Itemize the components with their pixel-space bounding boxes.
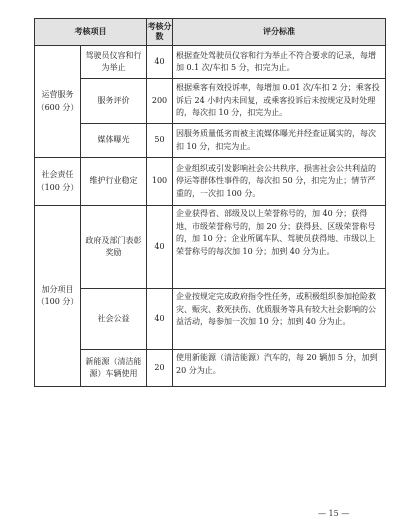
standard-cell: 企业按规定完成政府指令性任务，或积极组织参加抢险救灾、赈灾、救死扶伤、优质服务等具有较大社会影响的公益活动，每参加一次加 10 分；加到 40 分为止。 <box>173 289 386 350</box>
standard-cell: 因服务质量低劣而被主流媒体曝光并经查证属实的，每次扣 10 分，扣完为止。 <box>173 124 386 158</box>
standard-cell: 根据查处驾驶员仪容和行为举止不符合要求的记录，每增加 0.1 次/车扣 5 分，扣完为止。 <box>173 46 386 79</box>
item-cell: 新能源（清洁能源）车辆使用 <box>81 350 147 387</box>
table-row <box>35 206 386 289</box>
score-cell: 200 <box>147 79 173 124</box>
table-row <box>35 124 386 158</box>
item-cell: 服务评价 <box>81 79 147 124</box>
table-row <box>35 79 386 124</box>
score-cell: 40 <box>147 46 173 79</box>
table-row <box>35 46 386 79</box>
page-number: — 15 — <box>318 509 350 518</box>
item-cell: 维护行业稳定 <box>81 158 147 206</box>
standard-cell: 根据乘客有效投诉率，每增加 0.01 次/车扣 2 分；乘客投诉后 24 小时内未回复，或乘客投诉后未按规定及时处理的，每次扣 10 分，扣完为止。 <box>173 79 386 124</box>
standard-cell: 使用新能源（清洁能源）汽车的，每 20 辆加 5 分，加到 20 分为止。 <box>173 350 386 387</box>
table-row <box>35 289 386 350</box>
score-cell: 20 <box>147 350 173 387</box>
table-row <box>35 158 386 206</box>
category-operation-service: 运营服务（600 分） <box>35 46 81 158</box>
item-cell: 社会公益 <box>81 289 147 350</box>
standard-cell: 企业组织或引发影响社会公共秩序、损害社会公共利益的停运等群体性事件的，每次扣 50 分，扣完为止；情节严重的，一次扣 100 分。 <box>173 158 386 206</box>
header-score: 考核分数 <box>147 19 173 46</box>
category-bonus-items: 加分项目（100 分） <box>35 206 81 387</box>
item-cell: 媒体曝光 <box>81 124 147 158</box>
standard-cell: 企业获得省、部级及以上荣誉称号的，加 40 分；获得地、市级荣誉称号的，加 20 分；获得县、区级荣誉称号的，加 10 分；企业所属车队、驾驶员获得地、市级以上荣誉称号的每次加 10 分；加到 40 分为止。 <box>173 206 386 289</box>
table-row <box>35 350 386 387</box>
header-project: 考核项目 <box>35 19 147 46</box>
scoring-table <box>34 18 386 387</box>
score-cell: 40 <box>147 206 173 289</box>
item-cell: 政府及部门表彰奖励 <box>81 206 147 289</box>
header-standard: 评分标准 <box>173 19 386 46</box>
item-cell: 驾驶员仪容和行为举止 <box>81 46 147 79</box>
category-social-responsibility: 社会责任（100 分） <box>35 158 81 206</box>
score-cell: 50 <box>147 124 173 158</box>
score-cell: 100 <box>147 158 173 206</box>
score-cell: 40 <box>147 289 173 350</box>
table-header-row <box>35 19 386 46</box>
